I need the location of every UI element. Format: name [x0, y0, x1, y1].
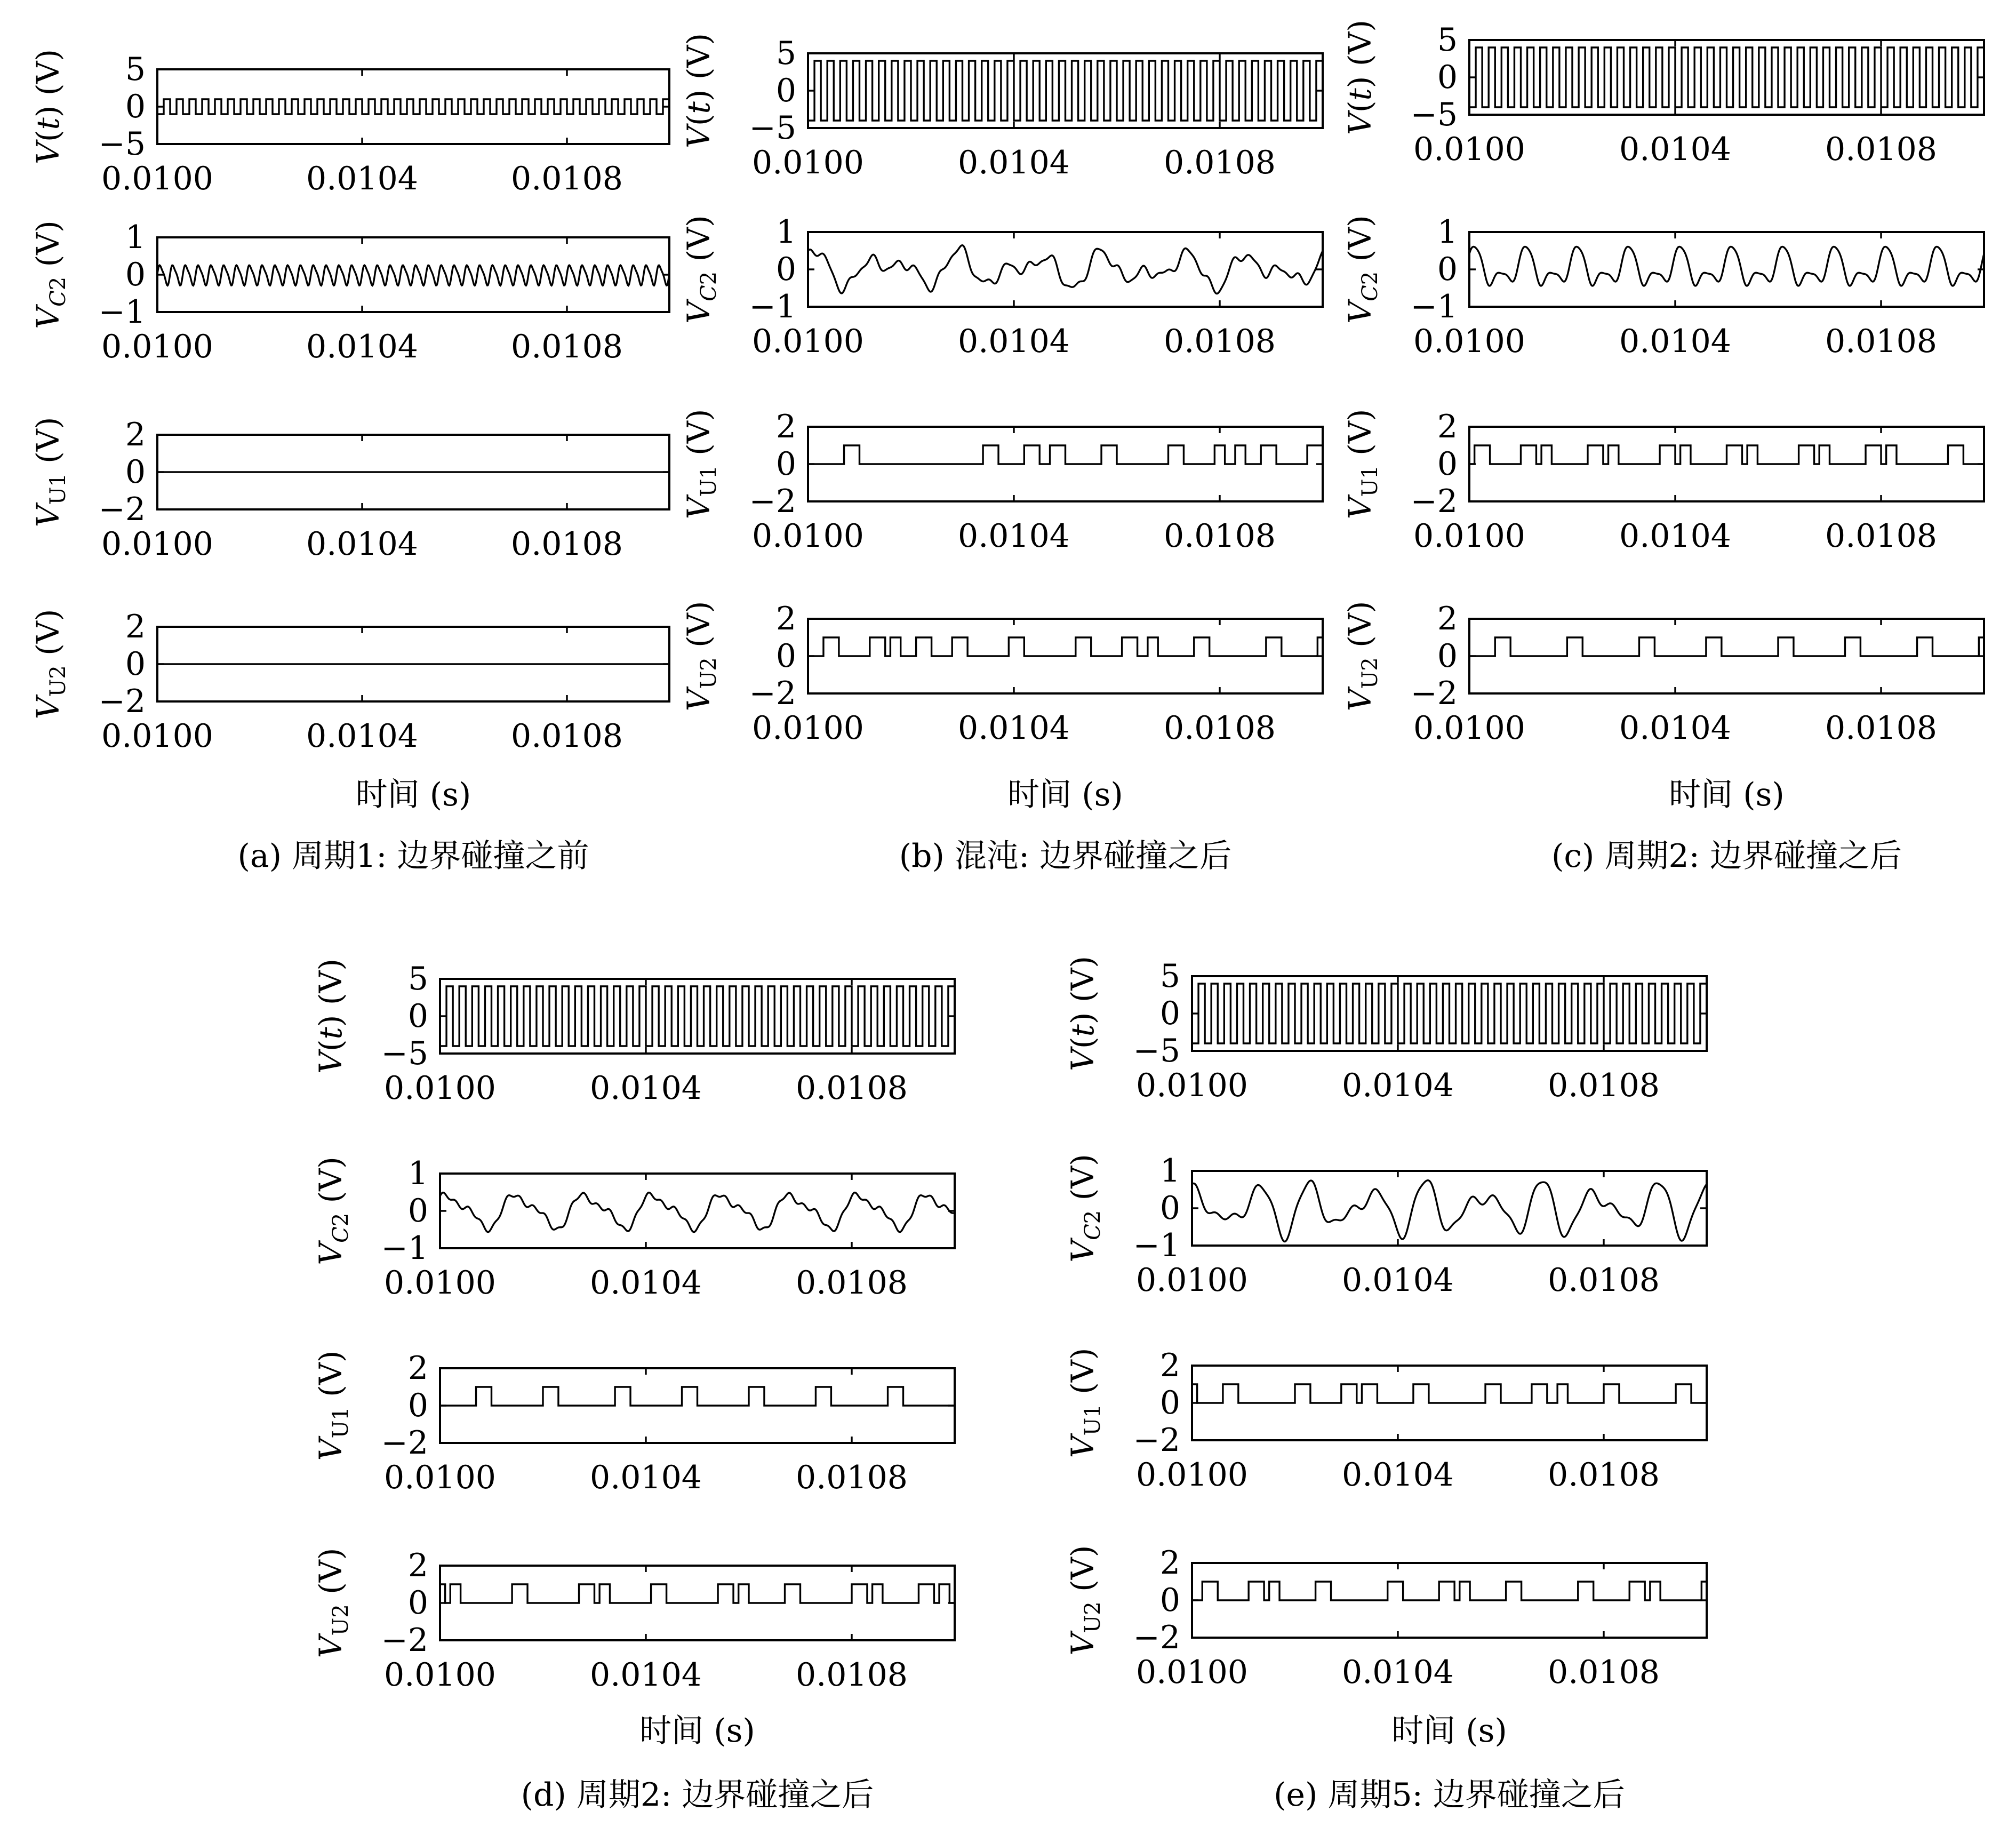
- y-axis-label: V(t) (V): [30, 49, 66, 165]
- y-tick-label: 0: [125, 453, 146, 491]
- vu1-trace: [440, 1387, 955, 1406]
- y-axis-label: V(t) (V): [313, 958, 349, 1074]
- y-tick-label: 5: [407, 960, 428, 998]
- y-tick-label: 0: [125, 645, 146, 683]
- v-trace: [1192, 984, 1707, 1043]
- panel-e-subplot-1: [1065, 956, 1707, 1104]
- x-tick-label: 0.0104: [1619, 323, 1731, 360]
- y-tick-label: 1: [125, 219, 146, 256]
- y-axis-label: $V_{U1}$ (V): [1342, 409, 1382, 520]
- y-tick-label: −2: [1410, 675, 1458, 712]
- vu2-trace: [1192, 1582, 1707, 1600]
- x-tick-label: 0.0104: [306, 717, 418, 755]
- y-tick-label: 5: [1159, 958, 1180, 995]
- x-tick-label: 0.0104: [590, 1264, 702, 1302]
- x-axis-label: 时间 (s): [639, 1712, 755, 1750]
- x-tick-label: 0.0104: [590, 1459, 702, 1496]
- y-tick-label: 5: [125, 51, 146, 88]
- panel-b-subplot-3: [681, 408, 1323, 555]
- y-tick-label: −1: [749, 288, 796, 325]
- vu1-trace: [808, 445, 1323, 464]
- panel-e-subplot-3: [1065, 1347, 1707, 1494]
- y-tick-label: −1: [1133, 1227, 1180, 1264]
- x-tick-label: 0.0100: [1136, 1067, 1248, 1104]
- y-tick-label: 1: [775, 213, 796, 251]
- y-tick-label: −2: [749, 483, 796, 520]
- x-tick-label: 0.0108: [1825, 323, 1937, 360]
- x-tick-label: 0.0100: [752, 323, 864, 360]
- x-tick-label: 0.0108: [511, 717, 623, 755]
- y-axis-label: V(t) (V): [1065, 955, 1101, 1072]
- v-trace: [1469, 47, 1984, 107]
- x-tick-label: 0.0104: [1342, 1262, 1454, 1299]
- x-tick-label: 0.0104: [1619, 517, 1731, 555]
- y-tick-label: 0: [1159, 1384, 1180, 1422]
- y-tick-label: 2: [1159, 1544, 1180, 1582]
- x-tick-label: 0.0104: [958, 323, 1070, 360]
- y-axis-label: V(t) (V): [1342, 19, 1378, 135]
- y-axis-label: $V_C2$ (V): [1342, 215, 1382, 324]
- panel-caption: (a) 周期1: 边界碰撞之前: [237, 837, 589, 875]
- axes-frame: [1192, 1171, 1707, 1246]
- panel-d: [313, 959, 955, 1814]
- y-tick-label: 2: [1437, 408, 1458, 445]
- y-tick-label: −2: [381, 1622, 428, 1659]
- panel-caption: (d) 周期2: 边界碰撞之后: [521, 1776, 874, 1814]
- y-axis-label: $V_{U1}$ (V): [313, 1350, 353, 1461]
- x-tick-label: 0.0100: [1413, 131, 1525, 168]
- x-tick-label: 0.0100: [1136, 1654, 1248, 1691]
- y-axis-label: V(t) (V): [681, 33, 717, 149]
- y-tick-label: 0: [775, 637, 796, 675]
- x-tick-label: 0.0100: [1413, 709, 1525, 747]
- x-tick-label: 0.0100: [101, 328, 213, 365]
- panel-a-subplot-4: [30, 608, 669, 755]
- y-axis-label: $V_C2$ (V): [681, 215, 721, 324]
- vu2-trace: [440, 1584, 955, 1603]
- x-tick-label: 0.0104: [590, 1656, 702, 1694]
- y-tick-label: −1: [381, 1230, 428, 1267]
- y-tick-label: 0: [1437, 445, 1458, 483]
- panel-caption: (c) 周期2: 边界碰撞之后: [1551, 837, 1902, 875]
- x-tick-label: 0.0108: [796, 1070, 908, 1107]
- x-tick-label: 0.0104: [590, 1070, 702, 1107]
- panel-b-subplot-1: [681, 33, 1323, 181]
- x-tick-label: 0.0108: [1548, 1262, 1660, 1299]
- x-tick-label: 0.0108: [1164, 709, 1276, 747]
- x-tick-label: 0.0104: [1342, 1456, 1454, 1494]
- x-tick-label: 0.0100: [1136, 1262, 1248, 1299]
- y-axis-label: $V_C2$ (V): [313, 1156, 353, 1265]
- x-tick-label: 0.0108: [796, 1264, 908, 1302]
- y-axis-label: $V_{U1}$ (V): [30, 417, 70, 528]
- y-tick-label: 2: [125, 416, 146, 453]
- x-tick-label: 0.0100: [1136, 1456, 1248, 1494]
- x-tick-label: 0.0104: [1619, 131, 1731, 168]
- y-tick-label: 0: [407, 1584, 428, 1622]
- x-tick-label: 0.0104: [306, 328, 418, 365]
- x-tick-label: 0.0104: [1619, 709, 1731, 747]
- panel-d-subplot-4: [313, 1547, 955, 1694]
- panel-a-subplot-3: [30, 416, 669, 563]
- x-tick-label: 0.0100: [384, 1264, 496, 1302]
- x-tick-label: 0.0108: [1164, 517, 1276, 555]
- y-tick-label: 0: [407, 1192, 428, 1230]
- y-axis-label: $V_{U2}$ (V): [1065, 1545, 1105, 1656]
- y-tick-label: 5: [1437, 21, 1458, 59]
- x-tick-label: 0.0104: [306, 160, 418, 197]
- y-tick-label: 0: [775, 251, 796, 288]
- y-tick-label: 0: [1159, 995, 1180, 1032]
- x-tick-label: 0.0108: [511, 328, 623, 365]
- x-tick-label: 0.0100: [752, 709, 864, 747]
- panel-b: [681, 33, 1323, 875]
- y-tick-label: 0: [1437, 59, 1458, 96]
- v-trace: [808, 61, 1323, 121]
- vu2-trace: [808, 637, 1323, 656]
- x-tick-label: 0.0108: [1825, 517, 1937, 555]
- x-tick-label: 0.0100: [752, 144, 864, 181]
- x-tick-label: 0.0104: [1342, 1654, 1454, 1691]
- y-tick-label: 1: [1437, 213, 1458, 251]
- y-axis-label: $V_{U2}$ (V): [30, 609, 70, 720]
- x-tick-label: 0.0100: [1413, 323, 1525, 360]
- vu2-trace: [1469, 637, 1984, 656]
- x-tick-label: 0.0108: [1825, 709, 1937, 747]
- x-tick-label: 0.0104: [958, 709, 1070, 747]
- x-tick-label: 0.0100: [384, 1656, 496, 1694]
- y-tick-label: 5: [775, 35, 796, 72]
- x-tick-label: 0.0100: [101, 160, 213, 197]
- y-tick-label: −2: [1133, 1619, 1180, 1656]
- y-tick-label: −1: [98, 293, 146, 331]
- x-tick-label: 0.0108: [1164, 144, 1276, 181]
- y-axis-label: $V_C2$ (V): [30, 220, 70, 329]
- y-tick-label: 0: [125, 88, 146, 125]
- vc2-trace: [1192, 1180, 1707, 1242]
- axes-frame: [1469, 232, 1984, 307]
- y-tick-label: −2: [1410, 483, 1458, 520]
- panel-e: [1065, 956, 1707, 1814]
- x-axis-label: 时间 (s): [355, 776, 471, 813]
- y-tick-label: −5: [749, 109, 796, 147]
- panel-c-subplot-4: [1342, 600, 1984, 747]
- y-tick-label: −2: [749, 675, 796, 712]
- panel-c-subplot-3: [1342, 408, 1984, 555]
- x-tick-label: 0.0108: [511, 160, 623, 197]
- panel-a-subplot-2: [30, 219, 669, 365]
- y-axis-label: $V_{U2}$ (V): [313, 1547, 353, 1658]
- y-tick-label: 2: [407, 1547, 428, 1584]
- y-tick-label: 0: [775, 445, 796, 483]
- y-tick-label: 0: [1437, 251, 1458, 288]
- y-tick-label: −5: [381, 1035, 428, 1072]
- x-tick-label: 0.0100: [384, 1459, 496, 1496]
- x-tick-label: 0.0108: [1548, 1456, 1660, 1494]
- y-tick-label: −2: [381, 1424, 428, 1462]
- y-tick-label: 0: [1437, 637, 1458, 675]
- x-tick-label: 0.0108: [511, 525, 623, 563]
- panel-c-subplot-1: [1342, 20, 1984, 168]
- y-tick-label: −5: [1133, 1032, 1180, 1070]
- y-tick-label: 1: [1159, 1152, 1180, 1190]
- x-tick-label: 0.0104: [958, 144, 1070, 181]
- y-tick-label: 2: [775, 600, 796, 637]
- x-tick-label: 0.0108: [1548, 1654, 1660, 1691]
- y-tick-label: 2: [1159, 1347, 1180, 1384]
- x-tick-label: 0.0108: [796, 1459, 908, 1496]
- panel-e-subplot-4: [1065, 1544, 1707, 1691]
- x-tick-label: 0.0100: [101, 525, 213, 563]
- y-tick-label: −5: [98, 125, 146, 163]
- y-tick-label: 2: [775, 408, 796, 445]
- vc2-trace: [808, 245, 1323, 294]
- y-tick-label: −1: [1410, 288, 1458, 325]
- panel-e-subplot-2: [1065, 1152, 1707, 1299]
- y-axis-label: $V_{U1}$ (V): [1065, 1347, 1105, 1458]
- y-tick-label: 0: [1159, 1190, 1180, 1227]
- panel-a: [30, 49, 669, 875]
- y-tick-label: 2: [125, 608, 146, 645]
- x-axis-label: 时间 (s): [1007, 776, 1123, 813]
- y-axis-label: $V_{U2}$ (V): [1342, 601, 1382, 712]
- panel-a-subplot-1: [30, 49, 669, 197]
- vc2-trace: [157, 265, 669, 285]
- v-trace: [440, 986, 955, 1046]
- y-tick-label: 2: [1437, 600, 1458, 637]
- panel-b-subplot-4: [681, 600, 1323, 747]
- y-tick-label: 2: [407, 1350, 428, 1387]
- panel-caption: (e) 周期5: 边界碰撞之后: [1274, 1776, 1625, 1814]
- x-tick-label: 0.0108: [1548, 1067, 1660, 1104]
- panel-d-subplot-2: [313, 1155, 955, 1302]
- x-tick-label: 0.0104: [306, 525, 418, 563]
- panel-c: [1342, 20, 1984, 875]
- y-tick-label: 0: [775, 72, 796, 109]
- y-tick-label: −2: [1133, 1422, 1180, 1459]
- axes-frame: [440, 1174, 955, 1248]
- panel-caption: (b) 混沌: 边界碰撞之后: [899, 837, 1232, 875]
- x-tick-label: 0.0100: [1413, 517, 1525, 555]
- panel-c-subplot-2: [1342, 213, 1984, 360]
- vc2-trace: [1469, 246, 1984, 285]
- x-tick-label: 0.0108: [1164, 323, 1276, 360]
- x-axis-label: 时间 (s): [1669, 776, 1785, 813]
- x-tick-label: 0.0104: [1342, 1067, 1454, 1104]
- x-tick-label: 0.0100: [752, 517, 864, 555]
- y-axis-label: $V_{U2}$ (V): [681, 601, 721, 712]
- y-tick-label: −2: [98, 491, 146, 528]
- vu1-trace: [1192, 1384, 1707, 1403]
- y-tick-label: 1: [407, 1155, 428, 1192]
- panel-d-subplot-1: [313, 959, 955, 1107]
- y-tick-label: −2: [98, 683, 146, 720]
- x-tick-label: 0.0108: [1825, 131, 1937, 168]
- v-trace: [157, 99, 669, 114]
- y-tick-label: 0: [1159, 1582, 1180, 1619]
- y-axis-label: $V_{U1}$ (V): [681, 409, 721, 520]
- y-tick-label: 0: [125, 256, 146, 293]
- vu1-trace: [1469, 445, 1984, 464]
- y-tick-label: 0: [407, 1387, 428, 1424]
- y-axis-label: $V_C2$ (V): [1065, 1154, 1105, 1263]
- panel-d-subplot-3: [313, 1350, 955, 1496]
- x-axis-label: 时间 (s): [1391, 1712, 1507, 1750]
- x-tick-label: 0.0100: [384, 1070, 496, 1107]
- y-tick-label: 0: [407, 998, 428, 1035]
- y-tick-label: −5: [1410, 96, 1458, 133]
- panel-b-subplot-2: [681, 213, 1323, 360]
- vc2-trace: [440, 1193, 955, 1232]
- x-tick-label: 0.0100: [101, 717, 213, 755]
- x-tick-label: 0.0108: [796, 1656, 908, 1694]
- x-tick-label: 0.0104: [958, 517, 1070, 555]
